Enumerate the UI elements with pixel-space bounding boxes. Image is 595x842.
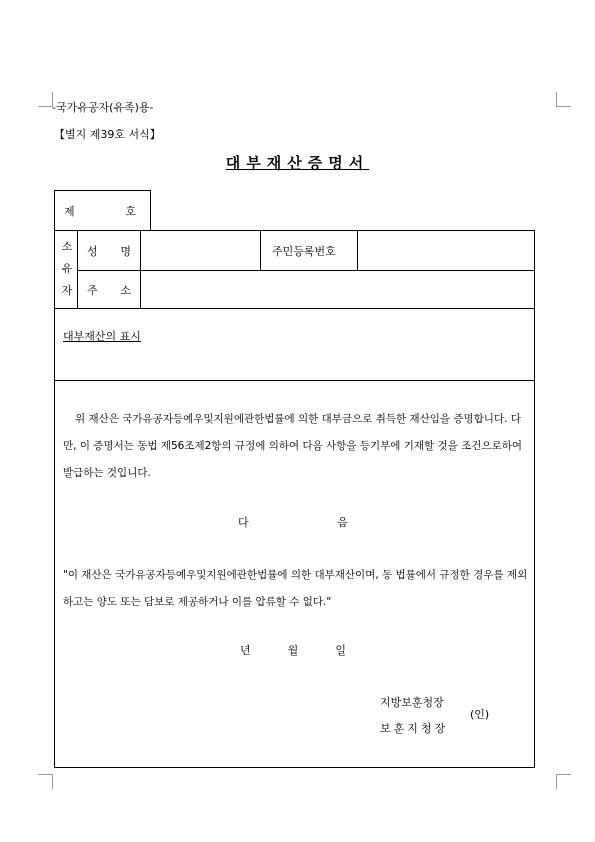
form-number: 【별지 제39호 서식】 [54,128,161,141]
issuer-branch: 보훈지청장 [380,722,449,735]
resident-id-label: 주민등록번호 [272,245,336,258]
registration-condition: "이 재산은 국가유공자등예우및지원에관한법률에 의한 대부재산이며, 동 법률에서 규정한 경우를 제외하고는 양도 또는 담보로 제공하거나 이를 압류할 수 없다." [63,569,528,608]
notes-heading: 다 음 [238,516,348,529]
crop-mark-top-right [556,92,571,107]
rule [54,308,535,309]
crop-mark-top-left [38,92,53,107]
rule [54,380,535,381]
name-label: 성 명 [87,245,131,258]
rule [534,230,535,767]
rule [77,230,78,308]
crop-mark-bottom-left [38,774,53,789]
rule [77,270,535,271]
issuer-regional: 지방보훈청장 [380,696,444,709]
rule [54,230,535,231]
rule [357,230,358,270]
rule [54,190,55,767]
rule [150,190,151,230]
rule [140,230,141,308]
document-title: 대부재산증명서 [225,154,370,172]
issue-date: 년 월 일 [240,644,346,657]
number-label: 제 호 [64,205,136,218]
crop-mark-bottom-right [556,774,571,789]
owner-label: 소 유 자 [61,240,73,297]
usage-label: -국가유공자(유족)용- [52,101,154,114]
certification-paragraph: 위 재산은 국가유공자등예우및지원에관한법률에 의한 대부금으로 취득한 재산임을 증명합니다. 다만, 이 증명서는 동법 제56조제2항의 규정에 의하여 다음 사항을 등기부에 기재할 것을 조건으로하여 발급하는 것입니다. [63,413,523,479]
rule [54,767,535,768]
rule [260,230,261,270]
address-label: 주 소 [87,284,131,297]
seal-mark: (인) [470,708,490,721]
rule [54,190,150,191]
property-label: 대부재산의 표시 [63,330,141,343]
